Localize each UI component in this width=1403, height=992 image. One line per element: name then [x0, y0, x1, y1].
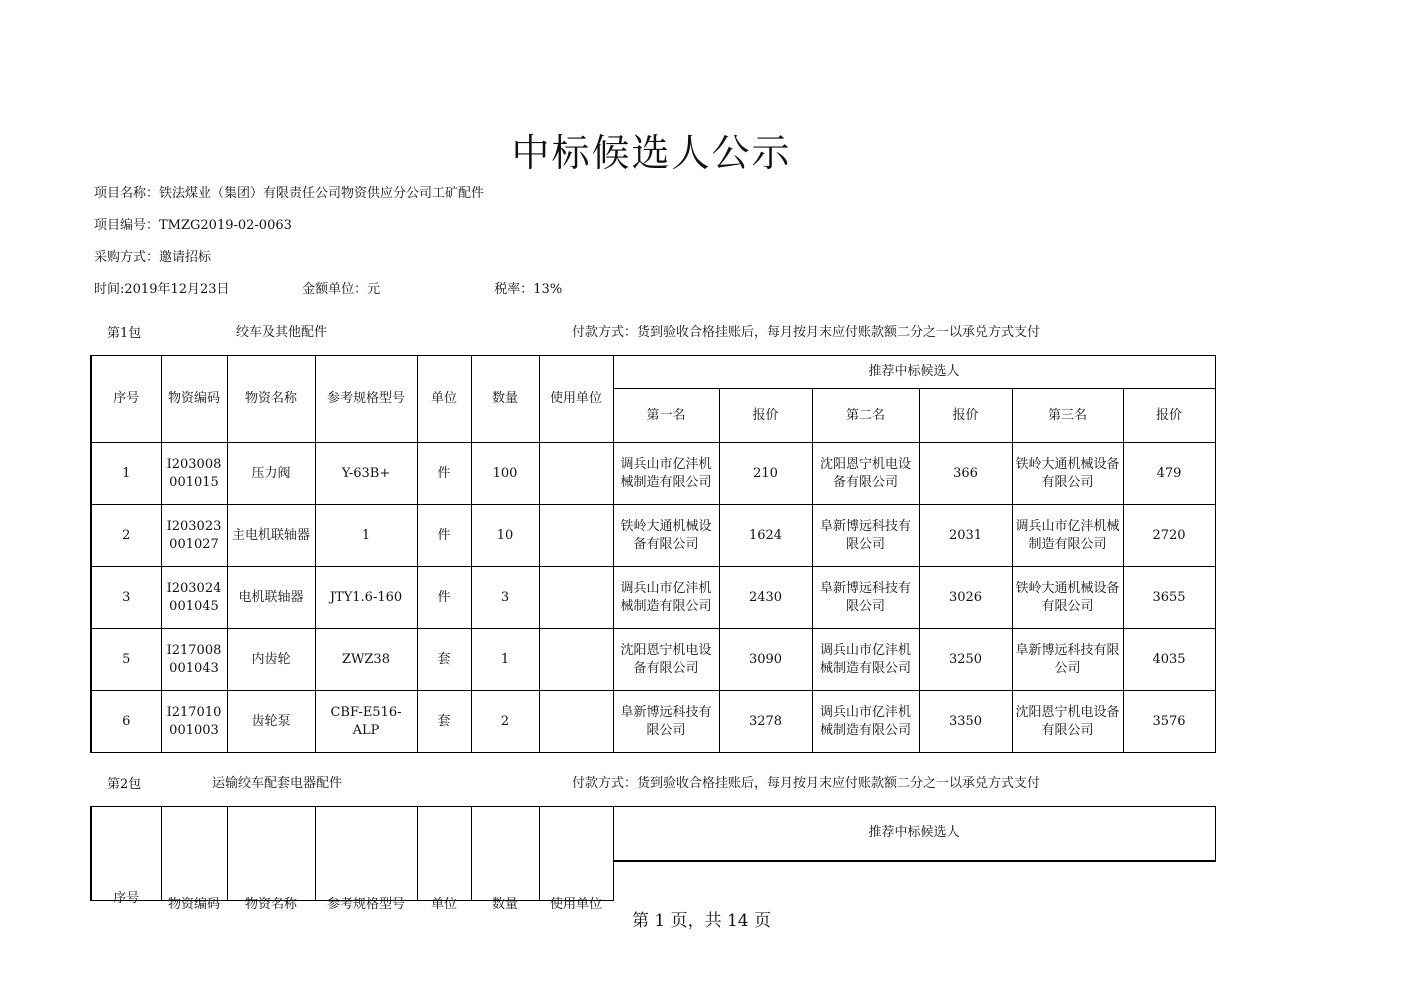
cell-dept	[539, 567, 613, 629]
project-name: 项目名称：铁法煤业（集团）有限责任公司物资供应分公司工矿配件	[94, 186, 485, 201]
cell-third: 阜新博远科技有限公司	[1012, 629, 1123, 691]
cell-code	[161, 691, 227, 753]
cell-spec: CBF-E516-ALP	[315, 691, 417, 753]
header-name: 物资名称	[227, 356, 315, 443]
cell-spec: ZWZ38	[315, 629, 417, 691]
cell-second: 沈阳恩宁机电设备有限公司	[812, 443, 919, 505]
cell-qty: 1	[471, 629, 539, 691]
cell-code-text: I203008001015	[166, 456, 222, 490]
header-unit: 单位	[417, 356, 471, 443]
cell-name: 内齿轮	[227, 629, 315, 691]
cell-name: 压力阀	[227, 443, 315, 505]
package-2-payment: 付款方式：货到验收合格挂账后，每月按月末应付账款额二分之一以承兑方式支付	[572, 776, 1041, 791]
package-1-table	[90, 355, 1216, 753]
cell-price-1: 3090	[719, 629, 812, 691]
cell-code	[161, 505, 227, 567]
header-price-3: 报价	[1123, 389, 1215, 443]
package-1-payment: 付款方式：货到验收合格挂账后，每月按月末应付账款额二分之一以承兑方式支付	[572, 325, 1041, 340]
package-2-table-clip	[88, 806, 1218, 912]
cell-price-2: 366	[919, 443, 1012, 505]
cell-seq: 2	[91, 505, 161, 567]
cell-code	[161, 443, 227, 505]
cell-price-2: 3026	[919, 567, 1012, 629]
cell-dept	[539, 505, 613, 567]
header-unit-text: 单位	[430, 897, 457, 912]
header-qty-text: 数量	[491, 897, 518, 912]
cell-price-2: 3350	[919, 691, 1012, 753]
table-row	[91, 629, 1215, 691]
header-qty	[471, 807, 539, 912]
cell-spec: JTY1.6-160	[315, 567, 417, 629]
cell-third: 调兵山市亿沣机械制造有限公司	[1012, 505, 1123, 567]
cell-qty: 100	[471, 443, 539, 505]
header-recommend: 推荐中标候选人	[613, 807, 1215, 861]
table-row	[91, 505, 1215, 567]
currency-unit: 金额单位：元	[302, 282, 381, 297]
cell-first: 调兵山市亿沣机械制造有限公司	[613, 443, 719, 505]
header-unit	[417, 807, 471, 912]
cell-seq: 6	[91, 691, 161, 753]
package-2-name: 运输绞车配套电器配件	[212, 776, 343, 791]
header-name	[227, 807, 315, 912]
date-line	[94, 278, 562, 297]
cell-unit: 套	[417, 629, 471, 691]
cell-first: 沈阳恩宁机电设备有限公司	[613, 629, 719, 691]
cell-unit: 件	[417, 443, 471, 505]
cell-code-text: I203023001027	[166, 518, 222, 552]
cell-dept	[539, 443, 613, 505]
cell-name: 主电机联轴器	[227, 505, 315, 567]
cell-code-text: I203024001045	[166, 580, 222, 614]
header-price-1: 报价	[719, 389, 812, 443]
header-seq-text: 序号	[113, 891, 140, 906]
cell-seq: 3	[91, 567, 161, 629]
cell-second: 调兵山市亿沣机械制造有限公司	[812, 691, 919, 753]
cell-qty: 2	[471, 691, 539, 753]
cell-price-3: 3655	[1123, 567, 1215, 629]
header-spec-text: 参考规格型号	[326, 897, 405, 912]
cell-qty: 10	[471, 505, 539, 567]
cell-unit: 套	[417, 691, 471, 753]
header-dept-text: 使用单位	[549, 897, 602, 912]
cell-unit: 件	[417, 567, 471, 629]
cell-price-3: 479	[1123, 443, 1215, 505]
cell-price-1: 210	[719, 443, 812, 505]
header-seq: 序号	[91, 356, 161, 443]
cell-dept	[539, 629, 613, 691]
cell-code	[161, 567, 227, 629]
header-spec	[315, 807, 417, 912]
cell-dept	[539, 691, 613, 753]
cell-price-2: 3250	[919, 629, 1012, 691]
header-code-text: 物资编码	[167, 897, 220, 912]
publish-date: 时间:2019年12月23日	[94, 282, 230, 297]
header-code: 物资编码	[161, 356, 227, 443]
cell-code-text: I217008001043	[166, 642, 222, 676]
cell-price-1: 2430	[719, 567, 812, 629]
header-third: 第三名	[1012, 389, 1123, 443]
cell-seq: 5	[91, 629, 161, 691]
header-qty: 数量	[471, 356, 539, 443]
cell-first: 铁岭大通机械设备有限公司	[613, 505, 719, 567]
header-dept: 使用单位	[539, 356, 613, 443]
page-footer: 第 1 页，共 14 页	[631, 911, 772, 931]
package-1-name: 绞车及其他配件	[236, 325, 328, 340]
header-code	[161, 807, 227, 912]
package-2-label: 第2包	[107, 777, 142, 792]
header-name-text: 物资名称	[244, 897, 297, 912]
cell-price-3: 3576	[1123, 691, 1215, 753]
cell-code	[161, 629, 227, 691]
cell-price-1: 1624	[719, 505, 812, 567]
cell-qty: 3	[471, 567, 539, 629]
header-dept	[539, 807, 613, 912]
package-1-label: 第1包	[107, 326, 142, 341]
cell-price-2: 2031	[919, 505, 1012, 567]
package-2-table	[90, 806, 1216, 912]
cell-first: 阜新博远科技有限公司	[613, 691, 719, 753]
cell-name: 齿轮泵	[227, 691, 315, 753]
tax-rate: 税率：13%	[494, 282, 563, 297]
purchase-method: 采购方式：邀请招标	[94, 250, 212, 265]
cell-price-3: 2720	[1123, 505, 1215, 567]
header-row	[91, 807, 1215, 861]
header-price-2: 报价	[919, 389, 1012, 443]
page-title: 中标候选人公示	[511, 131, 792, 175]
cell-code-text: I217010001003	[166, 704, 222, 738]
header-first: 第一名	[613, 389, 719, 443]
cell-third: 铁岭大通机械设备有限公司	[1012, 443, 1123, 505]
cell-seq: 1	[91, 443, 161, 505]
cell-spec: 1	[315, 505, 417, 567]
table-row	[91, 443, 1215, 505]
header-second: 第二名	[812, 389, 919, 443]
cell-second: 阜新博远科技有限公司	[812, 567, 919, 629]
cell-price-3: 4035	[1123, 629, 1215, 691]
cell-price-1: 3278	[719, 691, 812, 753]
cell-name: 电机联轴器	[227, 567, 315, 629]
cell-unit: 件	[417, 505, 471, 567]
header-recommend: 推荐中标候选人	[613, 356, 1215, 389]
header-row	[91, 356, 1215, 389]
cell-first: 调兵山市亿沣机械制造有限公司	[613, 567, 719, 629]
cell-spec: Y-63B+	[315, 443, 417, 505]
header-subrow-empty	[613, 861, 1215, 901]
header-seq	[91, 807, 161, 906]
cell-third: 沈阳恩宁机电设备有限公司	[1012, 691, 1123, 753]
table-row	[91, 567, 1215, 629]
cell-second: 阜新博远科技有限公司	[812, 505, 919, 567]
cell-second: 调兵山市亿沣机械制造有限公司	[812, 629, 919, 691]
table-row	[91, 691, 1215, 753]
project-number: 项目编号：TMZG2019-02-0063	[94, 218, 292, 233]
cell-third: 铁岭大通机械设备有限公司	[1012, 567, 1123, 629]
header-spec: 参考规格型号	[315, 356, 417, 443]
